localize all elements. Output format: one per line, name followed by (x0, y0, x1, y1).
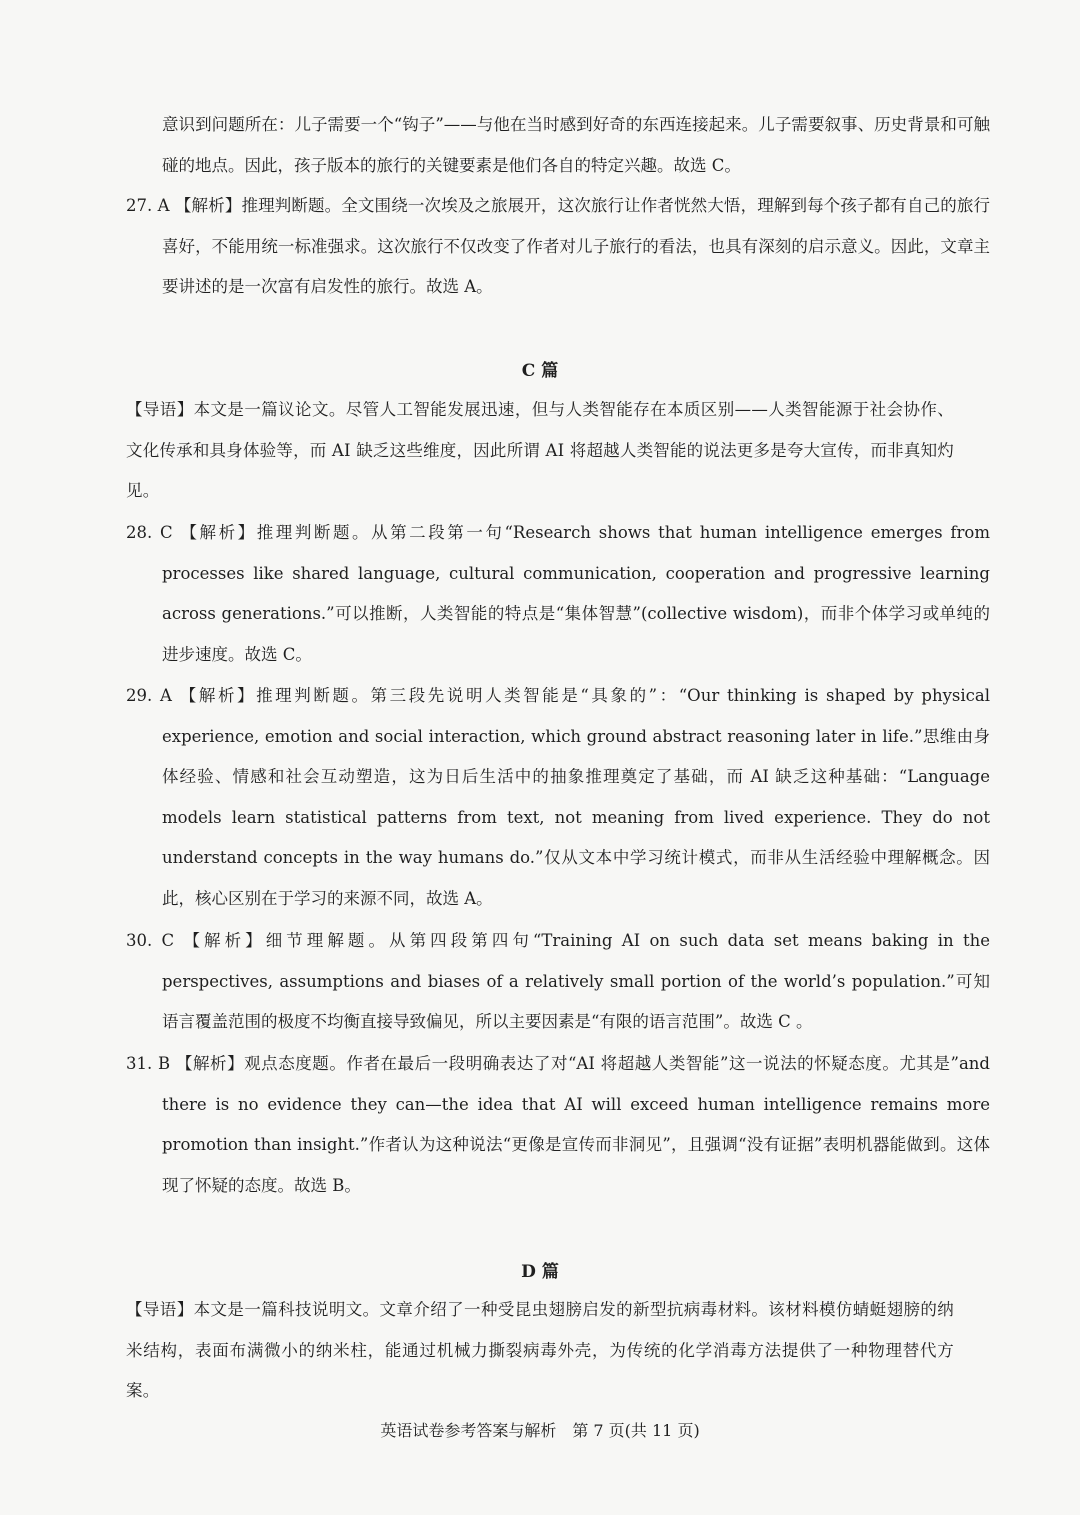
answer-31: 31. B 【解析】观点态度题。作者在最后一段明确表达了对“AI 将超越人类智能”这一说法的怀疑态度。尤其是”and there is no evidence they can—the idea that AI will exceed human intelligence remains more promotion than insight.”作者认为这种说法“更像是宣传而非洞见”，且强调“没有证据”表明机器能做到。这体现了怀疑的态度。故选 B。 (126, 1054, 990, 1195)
answer-27: 27. A 【解析】推理判断题。全文围绕一次埃及之旅展开，这次旅行让作者恍然大悟，理解到每个孩子都有自己的旅行喜好，不能用统一标准强求。这次旅行不仅改变了作者对儿子旅行的看法，也具有深刻的启示意义。因此，文章主要讲述的是一次富有启发性的旅行。故选 A。 (126, 196, 990, 296)
answer-29: 29. A 【解析】推理判断题。第三段先说明人类智能是“具象的”：“Our thinking is shaped by physical experience, emotion and social interaction, which ground abstract reasoning later in life.”思维由身体经验、情感和社会互动塑造，这为日后生活中的抽象推理奠定了基础，而 AI 缺乏这种基础：“Language models learn statistical patterns from text, not meaning from lived experience. They do not understand concepts in the way humans do.”仅从文本中学习统计模式，而非从生活经验中理解概念。因此，核心区别在于学习的来源不同，故选 A。 (126, 686, 990, 908)
answer-30: 30. C 【解析】细节理解题。从第四段第四句“Training AI on such data set means baking in the perspectives, assumptions and biases of a relatively small portion of the world’s population.”可知语言覆盖范围的极度不均衡直接导致偏见，所以主要因素是“有限的语言范围”。故选 C 。 (126, 931, 990, 1031)
answer-28: 28. C 【解析】推理判断题。从第二段第一句“Research shows that human intelligence emerges from processes like shared language, cultural communication, cooperation and progressive learning across generations.”可以推断，人类智能的特点是“集体智慧”(collective wisdom)，而非个体学习或单纯的进步速度。故选 C。 (126, 523, 990, 664)
previous-answer-continuation: 意识到问题所在：儿子需要一个“钩子”——与他在当时感到好奇的东西连接起来。儿子需要叙事、历史背景和可触碰的地点。因此，孩子版本的旅行的关键要素是他们各自的特定兴趣。故选 C。 (162, 115, 990, 175)
page-footer: 英语试卷参考答案与解析 第 7 页(共 11 页) (380, 1421, 700, 1440)
section-c-lead: 【导语】本文是一篇议论文。尽管人工智能发展迅速，但与人类智能存在本质区别——人类智能源于社会协作、文化传承和具身体验等，而 AI 缺乏这些维度，因此所谓 AI 将超越人类智能的说法更多是夸大宣传，而非真知灼见。 (126, 400, 954, 500)
section-d-lead: 【导语】本文是一篇科技说明文。文章介绍了一种受昆虫翅膀启发的新型抗病毒材料。该材料模仿蜻蜓翅膀的纳米结构，表面布满微小的纳米柱，能通过机械力撕裂病毒外壳，为传统的化学消毒方法提供了一种物理替代方案。 (126, 1300, 954, 1400)
section-c-heading: C 篇 (521, 361, 559, 381)
section-d-heading: D 篇 (521, 1262, 559, 1282)
